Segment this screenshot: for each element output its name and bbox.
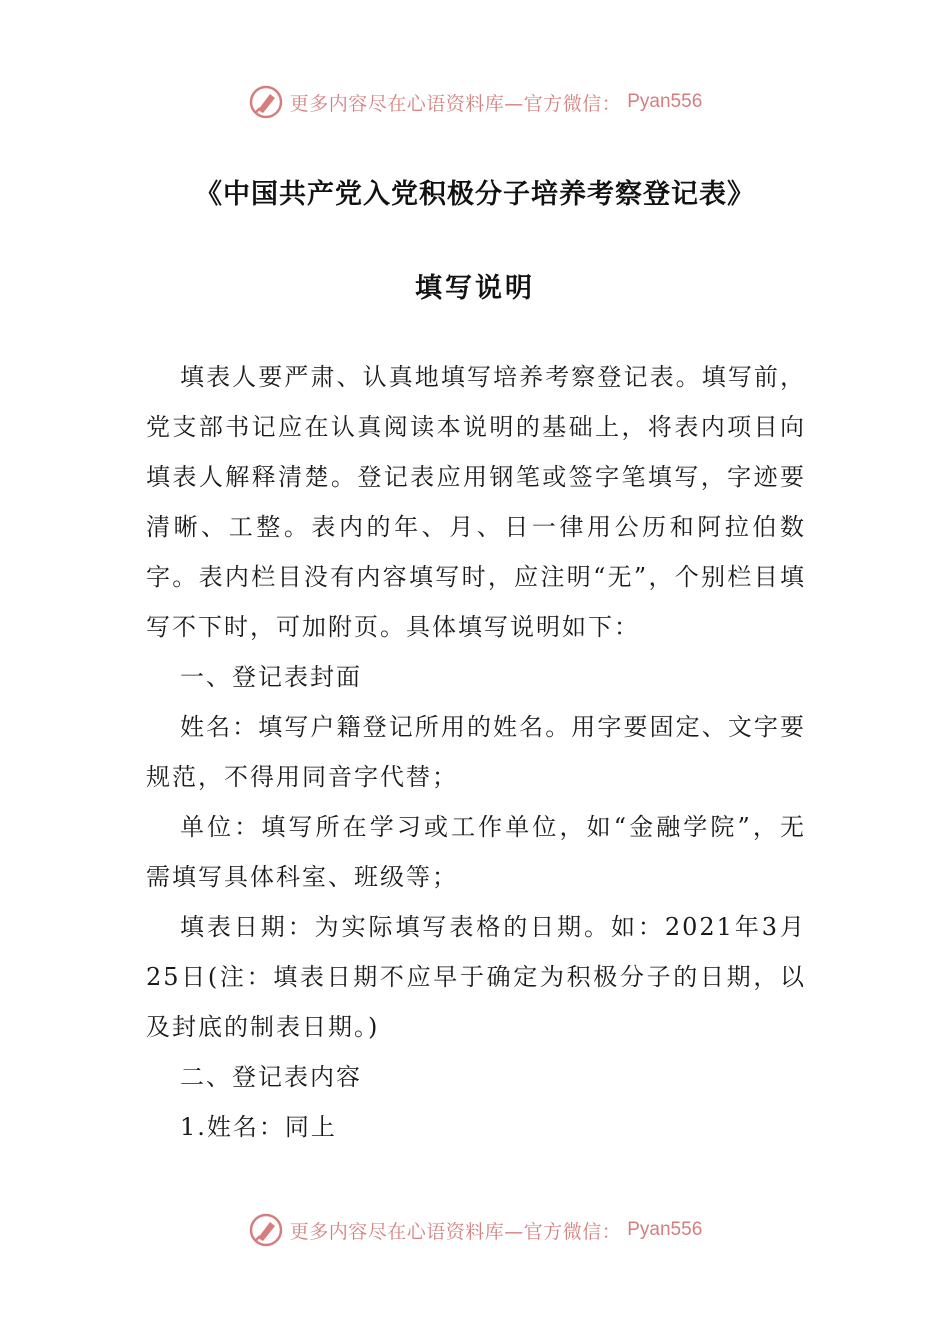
document-body — [146, 352, 806, 1152]
watermark-text: 更多内容尽在心语资料库—官方微信： — [289, 92, 622, 115]
watermark-header — [0, 84, 950, 120]
watermark-handle: Pyan556 — [627, 1219, 703, 1240]
paragraph-date: 填表日期：为实际填写表格的日期。如：2021年3月25日(注：填表日期不应早于确定为积极分子的日期，以及封底的制表日期。) — [146, 913, 806, 1041]
paragraph-unit: 单位：填写所在学习或工作单位，如“金融学院”，无需填写具体科室、班级等； — [146, 813, 806, 891]
section-heading-content: 二、登记表内容 — [180, 1063, 362, 1091]
pen-nib-logo-icon — [248, 84, 284, 120]
list-item-name: 1.姓名：同上 — [180, 1113, 337, 1141]
section-heading-cover: 一、登记表封面 — [180, 663, 362, 691]
watermark-text: 更多内容尽在心语资料库—官方微信： — [289, 1220, 622, 1243]
pen-nib-logo-icon — [248, 1212, 284, 1248]
document-subtitle: 填写说明 — [415, 273, 535, 304]
intro-paragraph: 填表人要严肃、认真地填写培养考察登记表。填写前，党支部书记应在认真阅读本说明的基础上，将表内项目向填表人解释清楚。登记表应用钢笔或签字笔填写，字迹要清晰、工整。表内的年、月、日一律用公历和阿拉伯数字。表内栏目没有内容填写时，应注明“无”，个别栏目填写不下时，可加附页。具体填写说明如下： — [146, 363, 806, 641]
document-title: 《中国共产党入党积极分子培养考察登记表》 — [195, 179, 755, 210]
watermark-footer — [0, 1212, 950, 1248]
watermark-handle: Pyan556 — [627, 91, 703, 112]
paragraph-name: 姓名：填写户籍登记所用的姓名。用字要固定、文字要规范，不得用同音字代替； — [146, 713, 806, 791]
